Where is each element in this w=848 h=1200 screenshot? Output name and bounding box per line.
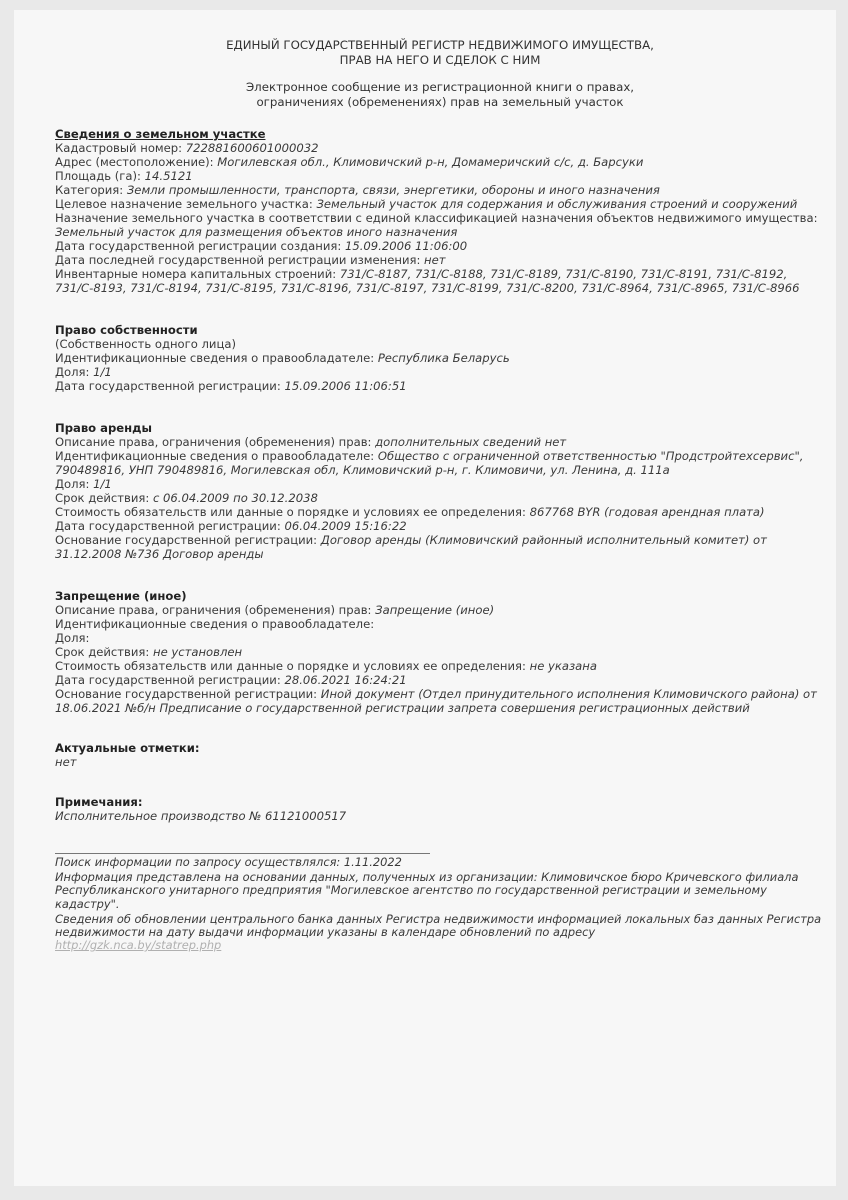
cadastral-number: Кадастровый номер: 722881600601000032 (55, 141, 319, 155)
land-section-title: Сведения о земельном участке (55, 127, 266, 141)
ban-section-title: Запрещение (иное) (55, 589, 187, 603)
purpose: Целевое назначение земельного участка: Земельный участок для содержания и обслуживания строений и сооружений (55, 197, 798, 211)
changed-date: Дата последней государственной регистрации изменения: нет (55, 253, 446, 267)
lease-basis: Основание государственной регистрации: Договор аренды (Климовичский районный исполнительный комитет) от 31.12.2008 №736 Договор аренды (55, 533, 767, 561)
lease-section-title: Право аренды (55, 421, 153, 435)
footer-link[interactable]: http://gzk.nca.by/statrep.php (55, 938, 222, 953)
assignment-value: Земельный участок для размещения объектов иного назначения (55, 225, 458, 239)
title-line-1: ЕДИНЫЙ ГОСУДАРСТВЕННЫЙ РЕГИСТР НЕДВИЖИМОГО ИМУЩЕСТВА, (226, 38, 654, 52)
footer-divider (55, 853, 430, 854)
lease-share: Доля: 1/1 (55, 477, 112, 491)
lease-holder: Идентификационные сведения о правообладателе: Общество с ограниченной ответственностью "Продстройтехсервис", 790489816, УНП 790489816, Могилевская обл, Климовичский р-н, г. Климовичи, ул. Ленина, д. 111а (55, 449, 804, 477)
assignment-label: Назначение земельного участка в соответствии с единой классификацией назначения объектов недвижимого имущества: (55, 211, 818, 225)
notes-section-title: Примечания: (55, 795, 143, 809)
footer-source: Информация представлена на основании данных, полученных из организации: Климовичское бюро Кричевского филиала Республиканского унитарного предприятия "Могилевское агентство по государственной регистрации и земельному кадастру". (55, 870, 799, 911)
created-date: Дата государственной регистрации создания: 15.09.2006 11:06:00 (55, 239, 468, 253)
ban-cost: Стоимость обязательств или данные о порядке и условиях ее определения: не указана (55, 659, 597, 673)
lease-cost: Стоимость обязательств или данные о порядке и условиях ее определения: 867768 BYR (годовая арендная плата) (55, 505, 765, 519)
ban-basis: Основание государственной регистрации: Иной документ (Отдел принудительного исполнения Климовичского района) от 18.06.2021 №б/н Предписание о государственной регистрации запрета совершения регистрационных действий (55, 687, 817, 715)
document-content (55, 38, 825, 952)
ban-date: Дата государственной регистрации: 28.06.2021 16:24:21 (55, 673, 407, 687)
document-title (55, 38, 825, 68)
lease-date: Дата государственной регистрации: 06.04.2009 15:16:22 (55, 519, 407, 533)
footer-search-date: Поиск информации по запросу осуществлялся: 1.11.2022 (55, 855, 402, 869)
marks-value: нет (55, 755, 77, 769)
notes-value: Исполнительное производство № 61121000517 (55, 809, 347, 823)
ownership-date: Дата государственной регистрации: 15.09.2006 11:06:51 (55, 379, 407, 393)
document-page (14, 10, 836, 1186)
ownership-type: (Собственность одного лица) (55, 337, 236, 351)
footer-update-info: Сведения об обновлении центрального банка данных Регистра недвижимости информацией локальных баз данных Регистра недвижимости на дату выдачи информации указаны в календаре обновлений по адресу (55, 911, 822, 940)
area: Площадь (га): 14.5121 (55, 169, 193, 183)
address: Адрес (местоположение): Могилевская обл., Климовичский р-н, Домамеричский с/с, д. Барсуки (55, 155, 644, 169)
lease-description: Описание права, ограничения (обременения) прав: дополнительных сведений нет (55, 435, 567, 449)
title-line-2: ПРАВ НА НЕГО И СДЕЛОК С НИМ (339, 53, 541, 67)
lease-term: Срок действия: с 06.04.2009 по 30.12.2038 (55, 491, 318, 505)
marks-section-title: Актуальные отметки: (55, 741, 200, 755)
ban-description: Описание права, ограничения (обременения) прав: Запрещение (иное) (55, 603, 495, 617)
subtitle-line-1: Электронное сообщение из регистрационной книги о правах, (245, 80, 635, 94)
ban-share: Доля: (55, 631, 90, 645)
ban-term: Срок действия: не установлен (55, 645, 243, 659)
subtitle-line-2: ограничениях (обременениях) прав на земельный участок (256, 95, 624, 109)
inventory-numbers: Инвентарные номера капитальных строений: 731/C-8187, 731/C-8188, 731/C-8189, 731/C-8190, 731/C-8191, 731/C-8192, 731/C-8193, 731/C-8194, 731/C-8195, 731/C-8196, 731/C-8197, 731/C-8199, 731/C-8200, 731/C-8964, 731/C-8965, 731/C-8966 (55, 267, 800, 295)
ownership-share: Доля: 1/1 (55, 365, 112, 379)
category: Категория: Земли промышленности, транспорта, связи, энергетики, обороны и иного назначения (55, 183, 660, 197)
ownership-section-title: Право собственности (55, 323, 198, 337)
ban-holder: Идентификационные сведения о правообладателе: (55, 617, 375, 631)
document-subtitle (55, 80, 825, 110)
ownership-holder: Идентификационные сведения о правообладателе: Республика Беларусь (55, 351, 510, 365)
